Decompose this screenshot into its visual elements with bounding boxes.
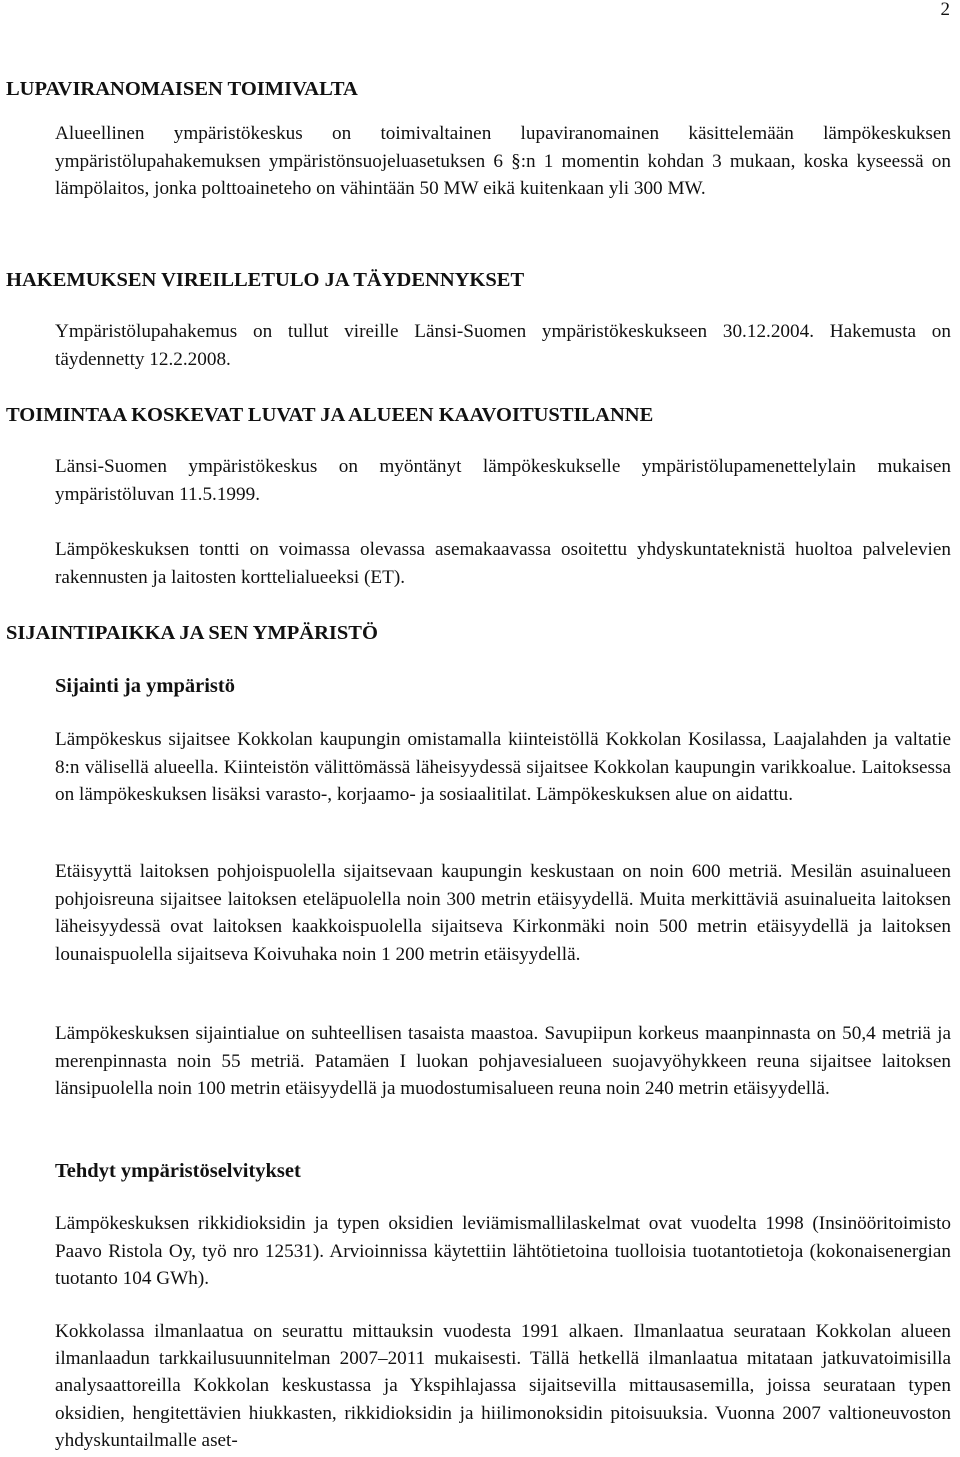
paragraph-etaisyydet: Etäisyyttä laitoksen pohjoispuolella sijaitsevaan kaupungin keskustaan on noin 600 metriä. Mesilän asuinalueen pohjoisreuna sijaitsee laitoksen eteläpuolella noin 300 metrin etäisyydellä. Muita merkittäviä asuinalueita laitoksen läheisyydessä ovat laitoksen kaakkoispuolella sijaitseva Kirkonmäki noin 500 metrin etäisyydellä ja laitoksen lounaispuolella sijaitseva Koivuhaka noin 1 200 metrin etäisyydellä. bbox=[55, 861, 951, 966]
subheading-sijainti: Sijainti ja ympäristö bbox=[55, 675, 235, 697]
heading-lupaviranomainen: LUPAVIRANOMAISEN TOIMIVALTA bbox=[6, 78, 358, 100]
page-number: 2 bbox=[940, 0, 950, 20]
heading-vireilletulo: HAKEMUKSEN VIREILLETULO JA TÄYDENNYKSET bbox=[6, 269, 525, 291]
subheading-selvitykset: Tehdyt ympäristöselvitykset bbox=[55, 1160, 301, 1182]
paragraph-sijainti: Lämpökeskus sijaitsee Kokkolan kaupungin omistamalla kiinteistöllä Kokkolan Kosilassa, Laajalahden ja valtatie 8:n välisellä alueella. Kiinteistön välittömässä läheisyydessä sijaitsee Kokkolan kaupungin varikkoalue. Laitoksessa on lämpökeskuksen lisäksi varasto-, korjaamo- ja sosiaalitilat. Lämpökeskuksen alue on aidattu. bbox=[55, 729, 951, 806]
paragraph-ilmanlaatu: Kokkolassa ilmanlaatua on seurattu mittauksin vuodesta 1991 alkaen. Ilmanlaatua seurataan Kokkolan alueen ilmanlaadun tarkkailusuunnitelman 2007–2011 mukaisesti. Tällä hetkellä ilmanlaatua mitataan jatkuvatoimisilla analysaattoreilla Kokkolan keskustassa ja Ykspihlajassa sijaitsevilla mittausasemilla, joissa seurataan typen oksidien, hengitettävien hiukkasten, rikkidioksidin ja hiilimonoksidin pitoisuuksia. Vuonna 2007 valtioneuvoston yhdyskuntailmalle aset- bbox=[55, 1321, 951, 1451]
paragraph-asemakaava: Lämpökeskuksen tontti on voimassa olevassa asemakaavassa osoitettu yhdyskuntateknistä huoltoa palvelevien rakennusten ja laitosten korttelialueeksi (ET). bbox=[55, 539, 951, 588]
paragraph-toimivalta: Alueellinen ympäristökeskus on toimivaltainen lupaviranomainen käsittelemään lämpökeskuksen ympäristölupahakemuksen ympäristönsuojeluasetuksen 6 §:n 1 momentin kohdan 3 mukaan, koska kyseessä on lämpölaitos, jonka polttoaineteho on vähintään 50 MW eikä kuitenkaan yli 300 MW. bbox=[55, 123, 951, 200]
paragraph-maasto: Lämpökeskuksen sijaintialue on suhteellisen tasaista maastoa. Savupiipun korkeus maanpinnasta on 50,4 metriä ja merenpinnasta noin 55 metriä. Patamäen I luokan pohjavesialueen suojavyöhykkeen reuna sijaitsee laitoksen länsipuolella noin 100 metrin etäisyydellä ja muodostumisalueen reuna noin 240 metrin etäisyydellä. bbox=[55, 1023, 951, 1100]
heading-sijaintipaikka: SIJAINTIPAIKKA JA SEN YMPÄRISTÖ bbox=[6, 622, 378, 644]
heading-luvat: TOIMINTAA KOSKEVAT LUVAT JA ALUEEN KAAVOITUSTILANNE bbox=[6, 404, 654, 426]
paragraph-vireilletulo: Ympäristölupahakemus on tullut vireille Länsi-Suomen ympäristökeskukseen 30.12.2004. Hakemusta on täydennetty 12.2.2008. bbox=[55, 321, 951, 370]
paragraph-levimismallit: Lämpökeskuksen rikkidioksidin ja typen oksidien leviämismallilaskelmat ovat vuodelta 1998 (Insinööritoimisto Paavo Ristola Oy, työ nro 12531). Arvioinnissa käytettiin lähtötietoina tuolloisia tuotantotietoja (kokonaisenergian tuotanto 104 GWh). bbox=[55, 1213, 951, 1290]
paragraph-ymparistolupa: Länsi-Suomen ympäristökeskus on myöntänyt lämpökeskukselle ympäristölupamenettelylain mukaisen ympäristöluvan 11.5.1999. bbox=[55, 456, 951, 505]
